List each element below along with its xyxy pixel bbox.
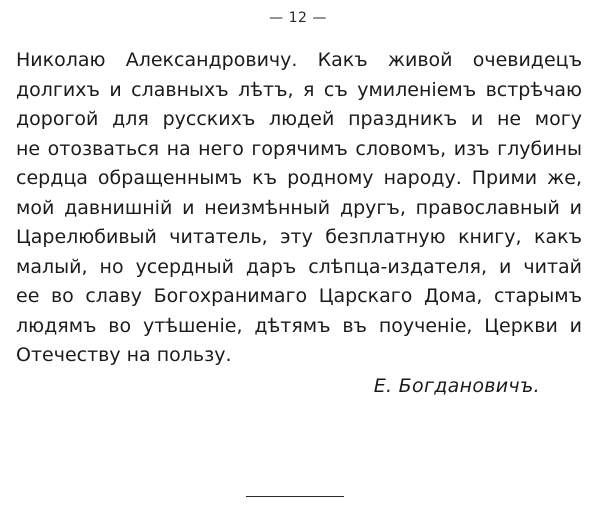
text-line: малый, но усердный даръ слѣпца-издателя, и читай: [16, 255, 582, 278]
text-line: дорогой для русскихъ людей праздникъ и не могу: [16, 108, 582, 130]
body-paragraph: [16, 46, 582, 371]
text-line: мой давнишній и неизмѣнный другъ, православный и: [16, 196, 582, 219]
text-line: ее во славу Богохранимаго Царскаго Дома, старымъ: [16, 285, 582, 307]
page-number: — 12 —: [269, 10, 327, 26]
text-line: Царелюбивый читатель, эту безплатную книгу, какъ: [16, 226, 582, 248]
text-line: Николаю Александровичу. Какъ живой очевидецъ: [16, 49, 582, 71]
text-line: людямъ во утѣшеніе, дѣтямъ въ поученіе, Церкви и: [16, 314, 582, 337]
footer-divider: [246, 496, 344, 497]
text-line: сердца обращеннымъ къ родному народу. Прими же,: [16, 167, 582, 189]
author-signature: Е. Богдановичъ.: [373, 375, 540, 397]
text-line: долгихъ и славныхъ лѣтъ, я съ умиленіемъ встрѣчаю: [16, 78, 582, 101]
text-line: Отечеству на пользу.: [16, 344, 232, 366]
text-line: не отозваться на него горячимъ словомъ, изъ глубины: [16, 137, 582, 160]
